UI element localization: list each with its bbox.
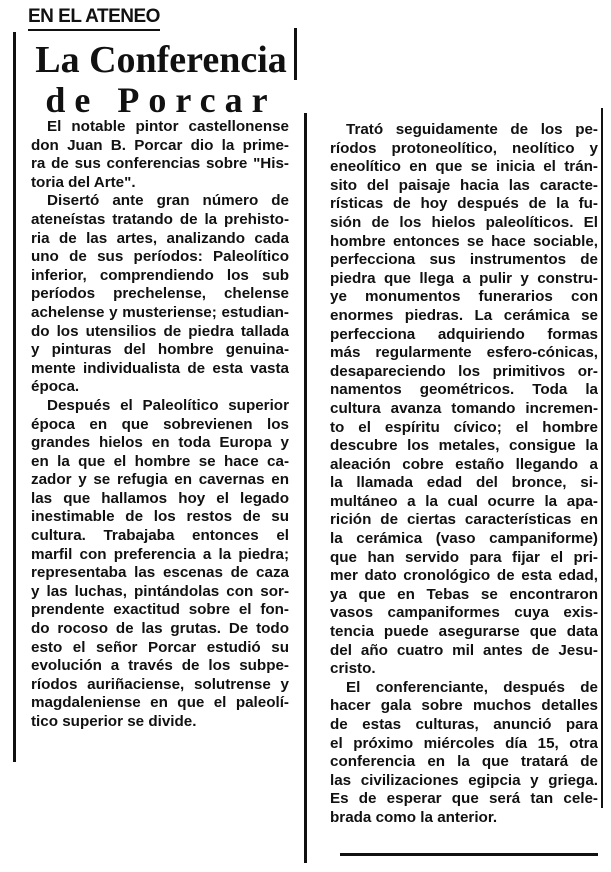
- text-line: prendente exactitud sobre el fon-: [31, 601, 289, 619]
- text-line: inferior, comprendiendo los sub: [31, 266, 289, 284]
- text-line: marfil con preferencia a la piedra;: [31, 545, 289, 563]
- text-line: Es de esperar que será tan cele-: [330, 790, 598, 808]
- text-line: representaba las escenas de caza: [31, 564, 289, 582]
- article-left-column: [31, 118, 289, 732]
- text-line: ria de las artes, analizando cada: [31, 229, 289, 247]
- text-line: las que hallamos hoy el legado: [31, 489, 289, 507]
- headline-line-2: de Porcar: [45, 80, 277, 120]
- text-line: piedra que llega a pulir y constru-: [330, 269, 598, 287]
- text-line: Disertó ante gran número de: [47, 192, 289, 210]
- text-line: y pinturas del hombre genuina-: [31, 341, 289, 359]
- text-line: descubre los metales, consigue la: [330, 437, 598, 455]
- text-line: zador y se refugia en cavernas en: [31, 471, 289, 489]
- column-rule-top-right: [294, 28, 297, 80]
- text-line: rición de ciertas características en: [330, 511, 598, 529]
- text-line: toria del Arte".: [31, 173, 136, 191]
- text-line: rísticas de hoy después de la fu-: [330, 195, 598, 213]
- text-line: tico superior se divide.: [31, 713, 197, 730]
- text-line: ra de sus conferencias sobre "His-: [31, 155, 289, 173]
- text-line: vasos campaniformes cuya exis-: [330, 604, 598, 622]
- text-line: las civilizaciones egipcia y griega.: [330, 771, 598, 789]
- text-line: uno de sus períodos: Paleolítico: [31, 248, 289, 266]
- text-line: conferencia en la que tratará de: [330, 753, 598, 771]
- text-line: ya que en Tebas se encontraron: [330, 585, 598, 603]
- text-line: perfecciona adquiriendo formas: [330, 325, 598, 343]
- text-line: Trató seguidamente de los pe-: [346, 121, 598, 138]
- text-line: El conferenciante, después de: [346, 678, 598, 696]
- column-rule-right: [601, 108, 603, 808]
- text-line: la llamada edad del bronce, si-: [330, 474, 598, 492]
- text-line: magdaleniense en que el paleolí-: [31, 694, 289, 712]
- text-line: to el espíritu cívico; el hombre: [330, 418, 598, 436]
- text-line: desapareciendo los primitivos or-: [330, 362, 598, 380]
- text-line: tencia puede asegurarse que data: [330, 623, 598, 641]
- column-rule-left: [13, 32, 16, 762]
- text-line: cultura. Trabajaba entonces el: [31, 527, 289, 545]
- text-line: más regularmente esfero-cónicas,: [330, 344, 598, 362]
- text-line: don Juan B. Porcar dio la prime-: [31, 136, 289, 154]
- text-line: do rocoso de las grutas. De todo: [31, 620, 289, 638]
- text-line: Después el Paleolítico superior: [47, 396, 289, 414]
- text-line: perfecciona sus instrumentos de: [330, 251, 598, 269]
- headline-line-1: La Conferencia: [35, 39, 287, 81]
- text-line: del año cuatro mil antes de Jesu-: [330, 641, 598, 659]
- text-line: aleación cobre estaño llegando a: [330, 455, 598, 473]
- column-rule-middle: [304, 113, 307, 863]
- text-line: namentos geométricos. Toda la: [330, 381, 598, 399]
- text-line: y las luchas, pintándolas con sor-: [31, 582, 289, 600]
- text-line: hacer gala sobre muchos detalles: [330, 697, 598, 715]
- text-line: ríodos auriñaciense, solutrense y: [31, 675, 289, 693]
- text-line: hombre entonces se hace sociable,: [330, 232, 598, 250]
- text-line: El notable pintor castellonense: [47, 118, 289, 135]
- text-line: ríodos protoneolítico, neolítico y: [330, 139, 598, 157]
- article-right-column: [330, 121, 598, 828]
- text-line: eneolítico en que se inicia el trán-: [330, 158, 598, 176]
- text-line: esto el señor Porcar estudió su: [31, 638, 289, 656]
- text-line: períodos prechelense, chelense: [31, 285, 289, 303]
- text-line: que han servido para fijar el pri-: [330, 548, 598, 566]
- text-line: mente individualista de esta vasta: [31, 359, 289, 377]
- text-line: brada como la anterior.: [330, 808, 498, 826]
- text-line: enormes piedras. La cerámica se: [330, 306, 598, 324]
- text-line: do los utensilios de piedra tallada: [31, 322, 289, 340]
- text-line: cultura avanza tomando incremen-: [330, 399, 598, 417]
- text-line: ateneístas tratando de la prehisto-: [31, 210, 289, 228]
- text-line: evolución a través de los subpe-: [31, 657, 289, 675]
- end-rule: [340, 853, 598, 856]
- text-line: la cerámica (vaso campaniforme): [330, 530, 598, 548]
- text-line: en la que el hombre se hace ca-: [31, 452, 289, 470]
- section-kicker: EN EL ATENEO: [28, 6, 160, 31]
- text-line: ye monumentos funerarios con: [330, 288, 598, 306]
- text-line: achelense y musteriense; estudian-: [31, 303, 289, 321]
- text-line: multáneo a la cual ocurre la apa-: [330, 492, 598, 510]
- text-line: mer dato cronológico de esta edad,: [330, 567, 598, 585]
- text-line: época.: [31, 378, 80, 396]
- text-line: sión de los hielos paleolíticos. El: [330, 213, 598, 231]
- text-line: grandes hielos en toda Europa y: [31, 434, 289, 452]
- text-line: época en que sobrevienen los: [31, 415, 289, 433]
- text-line: inestimable de los restos de su: [31, 508, 289, 526]
- text-line: de estas culturas, anunció para: [330, 716, 598, 733]
- text-line: cristo.: [330, 660, 376, 678]
- text-line: sito del paisaje hacia las caracte-: [330, 176, 598, 194]
- text-line: el próximo miércoles día 15, otra: [330, 734, 598, 752]
